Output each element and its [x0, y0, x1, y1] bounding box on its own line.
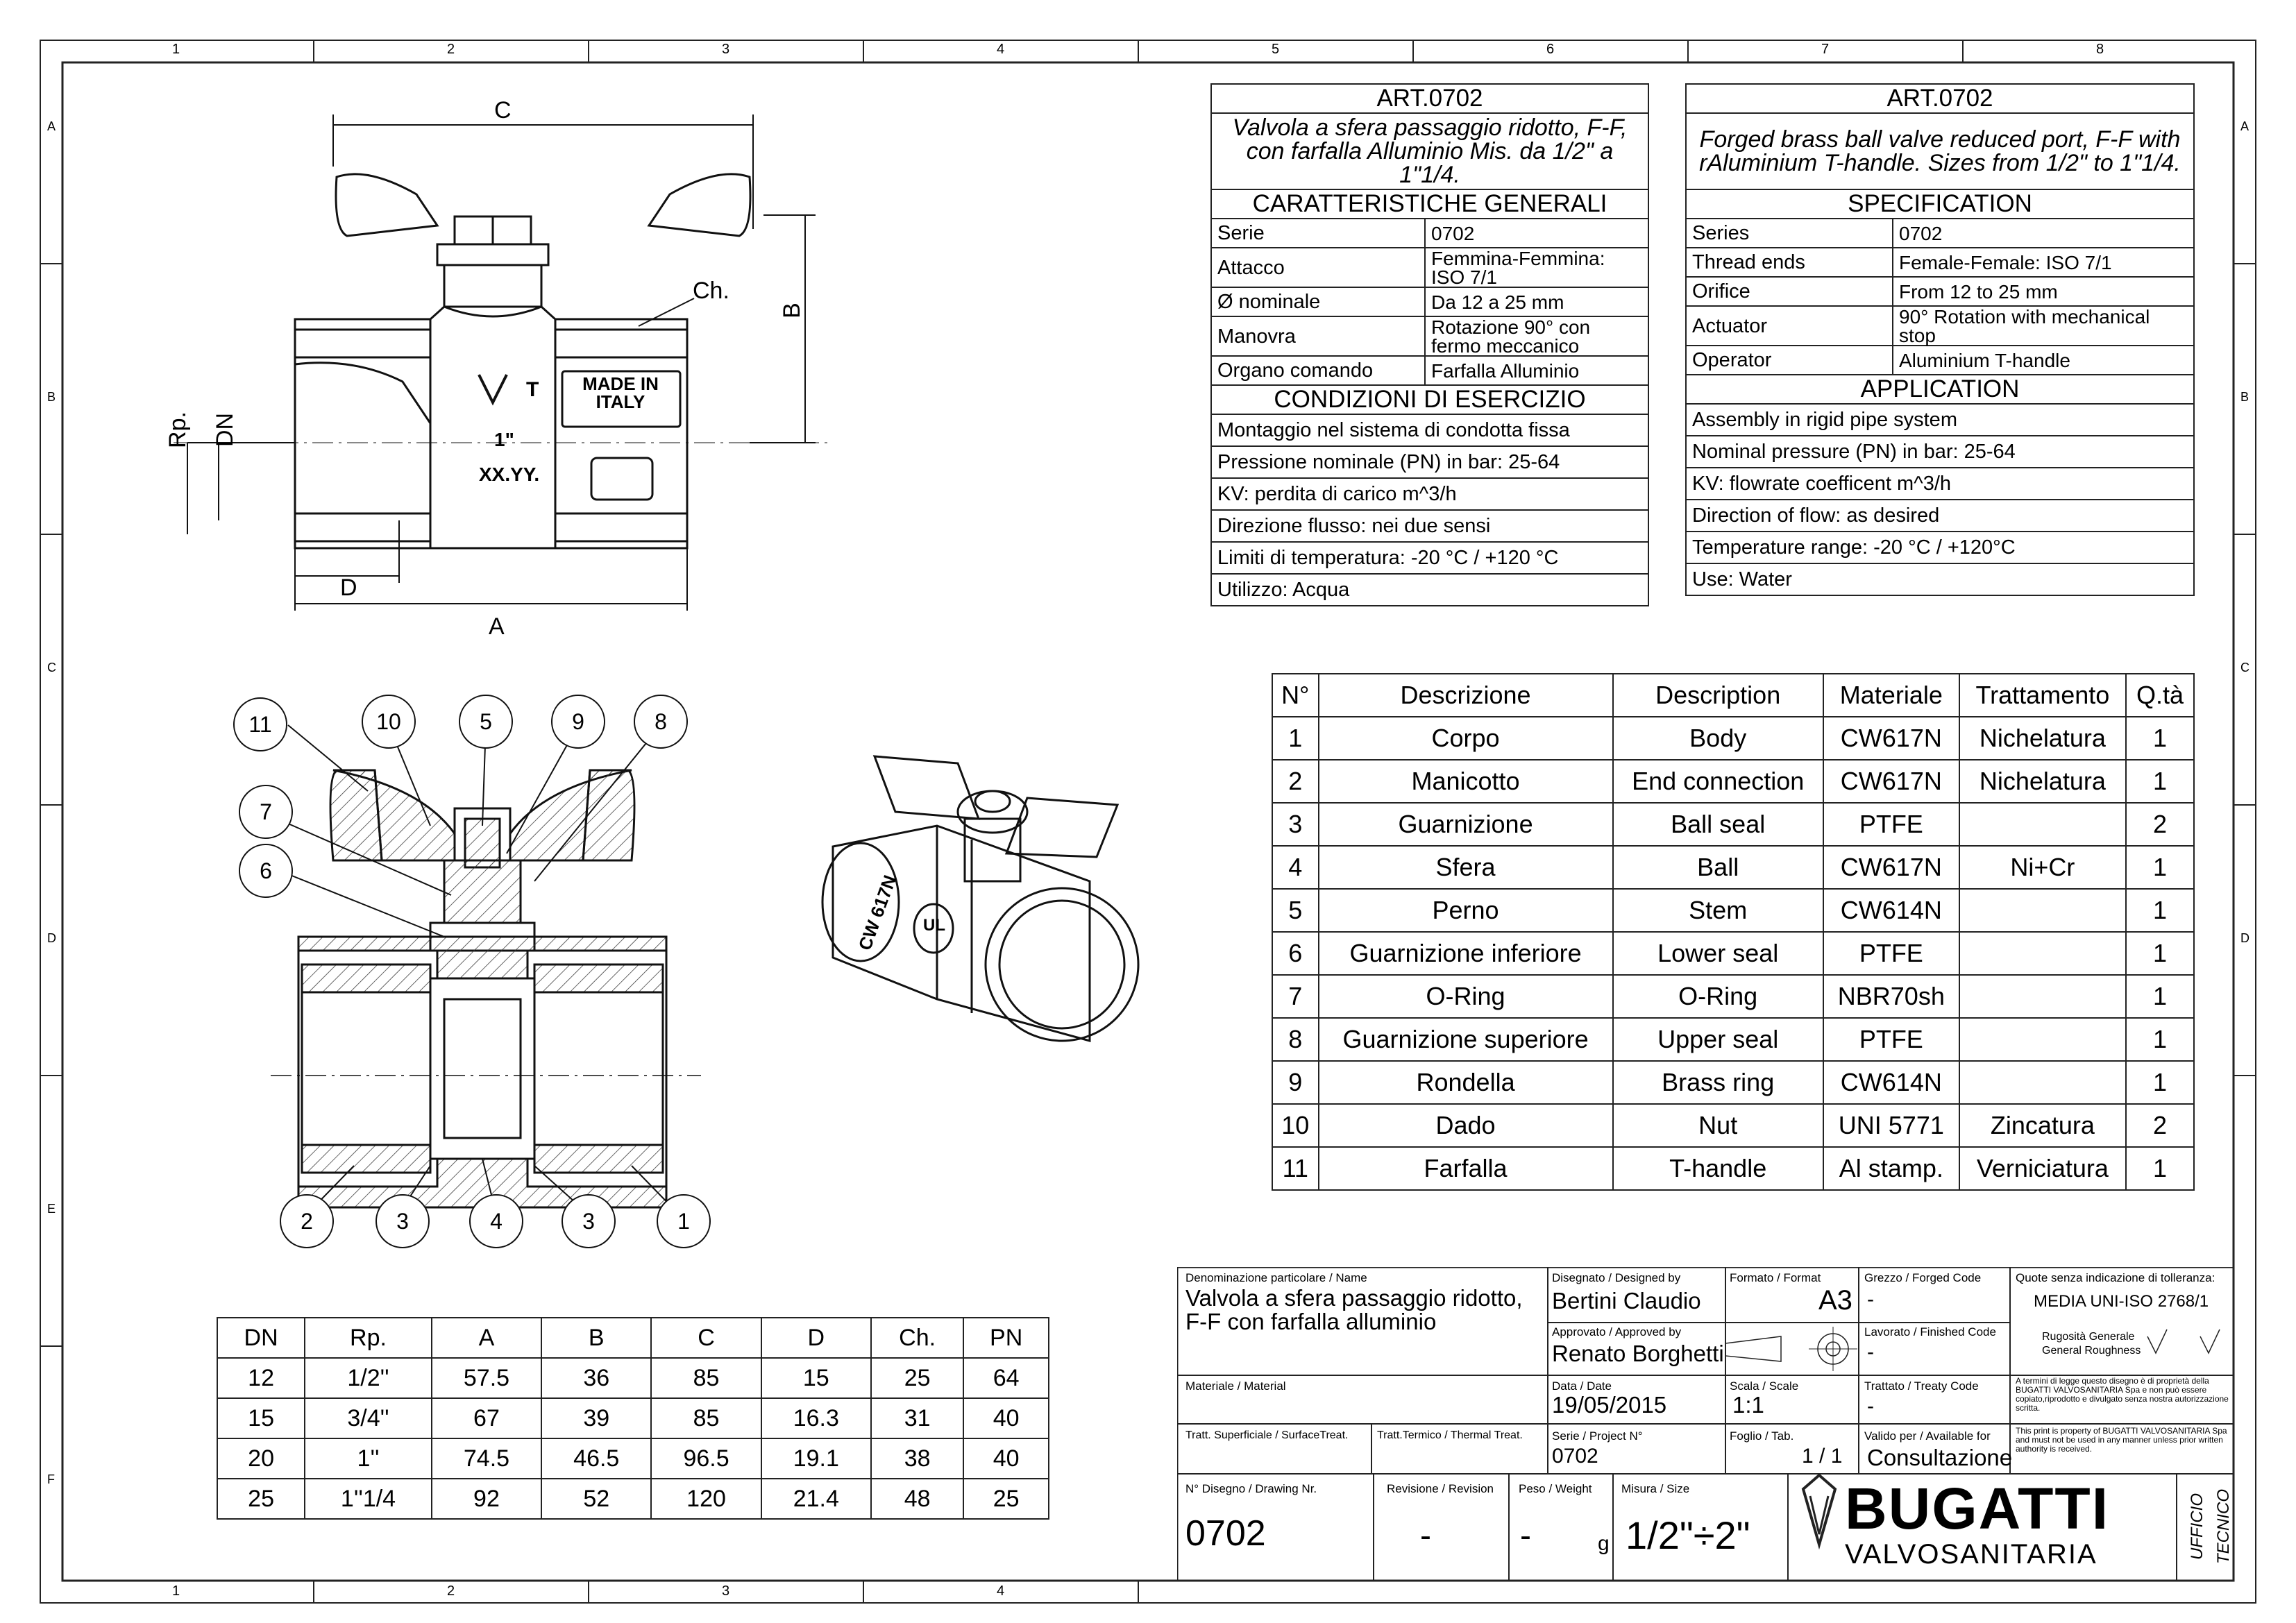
spec-en-key: Operator	[1686, 346, 1893, 375]
spec-en-value: From 12 to 25 mm	[1893, 277, 2194, 306]
bom-cell: 1	[2126, 846, 2194, 889]
bom-cell: 7	[1272, 975, 1319, 1018]
dim-ch-label: Ch.	[693, 278, 729, 304]
zone-side-F: F	[47, 1472, 55, 1486]
spec-en-description: Forged brass ball valve reduced port, F-F with rAluminium T-handle. Sizes from 1/2" to 1"1/4.	[1686, 113, 2194, 189]
dims-cell: 25	[871, 1358, 963, 1398]
bom-cell: 1	[2126, 975, 2194, 1018]
dims-header: Ch.	[871, 1318, 963, 1358]
bom-cell: Lower seal	[1613, 932, 1823, 975]
dims-cell: 92	[432, 1479, 541, 1519]
spec-table-en	[1685, 83, 2195, 596]
dims-cell: 25	[963, 1479, 1049, 1519]
zone-top-1: 1	[172, 42, 180, 57]
bom-cell: 8	[1272, 1018, 1319, 1061]
dims-cell: 39	[541, 1398, 651, 1438]
bom-cell: O-Ring	[1319, 975, 1613, 1018]
spec-en-condition: Direction of flow: as desired	[1686, 500, 2194, 532]
zone-top-5: 5	[1272, 42, 1280, 57]
callout-1: 1	[677, 1209, 690, 1234]
valve-elevation-view	[139, 90, 847, 659]
tb-revision-value: -	[1420, 1518, 1431, 1554]
tb-weight-value: -	[1520, 1518, 1531, 1554]
bom-cell: 1	[2126, 760, 2194, 803]
zone-top-7: 7	[1821, 42, 1830, 57]
dims-cell: 67	[432, 1398, 541, 1438]
tb-thermal-label: Tratt.Termico / Thermal Treat.	[1377, 1429, 1523, 1441]
callout-6: 6	[260, 858, 272, 883]
table-row	[1272, 760, 2194, 803]
tb-designed-value: Bertini Claudio	[1552, 1288, 1701, 1314]
dims-cell: 31	[871, 1398, 963, 1438]
bom-cell: 3	[1272, 803, 1319, 846]
tb-legal-it: A termini di legge questo disegno è di proprietà della BUGATTI VALVOSANITARIA Spa e non può essere copiato,riprodotto e divulgato senza nostra autorizzazione scritta.	[2016, 1376, 2229, 1413]
tb-legal-en: This print is property of BUGATTI VALVOSANITARIA Spa and must not be used in any manner unless prior written authority is received.	[2016, 1426, 2227, 1454]
bom-cell: Dado	[1319, 1104, 1613, 1147]
bom-cell: 2	[2126, 803, 2194, 846]
dims-cell: 15	[217, 1398, 305, 1438]
tb-tolerance-label: Quote senza indicazione di tolleranza:	[2016, 1271, 2215, 1284]
spec-it-section1: CARATTERISTICHE GENERALI	[1211, 189, 1648, 219]
marking-t: T	[526, 378, 539, 401]
spec-it-section2: CONDIZIONI DI ESERCIZIO	[1211, 385, 1648, 414]
dims-cell: 38	[871, 1438, 963, 1479]
bom-cell: O-Ring	[1613, 975, 1823, 1018]
spec-en-value: Female-Female: ISO 7/1	[1893, 248, 2194, 277]
spec-en-condition: KV: flowrate coefficent m^3/h	[1686, 468, 2194, 500]
callout-4: 4	[490, 1209, 503, 1234]
zone-bottom-1: 1	[172, 1583, 180, 1599]
iso-ul-mark: UL	[923, 916, 945, 935]
dims-cell: 25	[217, 1479, 305, 1519]
spec-en-art: ART.0702	[1686, 84, 2194, 113]
bom-cell: 10	[1272, 1104, 1319, 1147]
bom-header: Description	[1613, 674, 1823, 717]
bom-cell: 6	[1272, 932, 1319, 975]
bom-cell: Upper seal	[1613, 1018, 1823, 1061]
bom-cell: CW617N	[1823, 760, 1959, 803]
tb-treaty-label: Trattato / Treaty Code	[1864, 1379, 1979, 1393]
dims-cell: 36	[541, 1358, 651, 1398]
bom-cell: 1	[2126, 1018, 2194, 1061]
bom-cell: Body	[1613, 717, 1823, 760]
marking-date: XX.YY.	[479, 464, 540, 485]
spec-en-key: Orifice	[1686, 277, 1893, 306]
spec-en-key: Thread ends	[1686, 248, 1893, 277]
bom-cell: End connection	[1613, 760, 1823, 803]
dims-cell: 48	[871, 1479, 963, 1519]
bom-cell: Guarnizione superiore	[1319, 1018, 1613, 1061]
bom-cell: Stem	[1613, 889, 1823, 932]
dims-cell: 1''	[305, 1438, 432, 1479]
bom-cell: Sfera	[1319, 846, 1613, 889]
dims-cell: 1/2''	[305, 1358, 432, 1398]
tb-drawing-value: 0702	[1185, 1513, 1266, 1554]
zone-side-B: B	[47, 390, 56, 404]
bom-cell: 2	[1272, 760, 1319, 803]
bom-cell: Perno	[1319, 889, 1613, 932]
zone-bottom-2: 2	[447, 1583, 455, 1599]
spec-table-it	[1210, 83, 1649, 606]
spec-it-condition: Direzione flusso: nei due sensi	[1211, 510, 1648, 542]
dims-header: D	[761, 1318, 871, 1358]
bom-cell: Guarnizione	[1319, 803, 1613, 846]
tb-weight-label: Peso / Weight	[1519, 1482, 1592, 1495]
spec-en-value: 90° Rotation with mechanical stop	[1893, 306, 2194, 346]
dims-cell: 20	[217, 1438, 305, 1479]
spec-it-value: Da 12 a 25 mm	[1425, 287, 1648, 316]
bom-header: Descrizione	[1319, 674, 1613, 717]
bom-cell	[1959, 932, 2126, 975]
spec-it-condition: Pressione nominale (PN) in bar: 25-64	[1211, 446, 1648, 478]
bom-header: Q.tà	[2126, 674, 2194, 717]
tb-designed-label: Disegnato / Designed by	[1552, 1271, 1681, 1284]
spec-en-value: 0702	[1893, 219, 2194, 248]
bugatti-logo-text: BUGATTI	[1845, 1476, 2110, 1541]
zone-side-C-right: C	[2240, 661, 2249, 674]
tb-material-label: Materiale / Material	[1185, 1379, 1286, 1393]
dims-header: PN	[963, 1318, 1049, 1358]
bom-cell: Manicotto	[1319, 760, 1613, 803]
spec-it-condition: Utilizzo: Acqua	[1211, 574, 1648, 606]
bom-cell: Ball seal	[1613, 803, 1823, 846]
bom-cell: Farfalla	[1319, 1147, 1613, 1190]
dims-cell: 74.5	[432, 1438, 541, 1479]
table-row	[1272, 932, 2194, 975]
bom-cell: Zincatura	[1959, 1104, 2126, 1147]
bom-cell: Ni+Cr	[1959, 846, 2126, 889]
dims-cell: 64	[963, 1358, 1049, 1398]
dims-cell: 21.4	[761, 1479, 871, 1519]
bom-cell: 2	[2126, 1104, 2194, 1147]
bom-cell: 1	[2126, 717, 2194, 760]
dims-cell: 15	[761, 1358, 871, 1398]
dims-cell: 40	[963, 1398, 1049, 1438]
spec-it-value: 0702	[1425, 219, 1648, 248]
bom-cell	[1959, 889, 2126, 932]
tb-name-label: Denominazione particolare / Name	[1185, 1271, 1367, 1284]
iso-cw-mark: CW 617N	[854, 872, 901, 953]
table-row	[217, 1438, 1049, 1479]
dims-cell: 1''1/4	[305, 1479, 432, 1519]
tb-treaty-value: -	[1867, 1395, 1874, 1418]
dims-cell: 85	[651, 1398, 761, 1438]
tb-project-value: 0702	[1552, 1445, 1598, 1468]
bom-cell: 11	[1272, 1147, 1319, 1190]
spec-it-art: ART.0702	[1211, 84, 1648, 113]
bugatti-logo-subtext: VALVOSANITARIA	[1845, 1539, 2097, 1570]
spec-en-condition: Assembly in rigid pipe system	[1686, 404, 2194, 436]
bom-cell: UNI 5771	[1823, 1104, 1959, 1147]
ufficio-label: UFFICIO	[2188, 1493, 2206, 1560]
bom-header-row	[1272, 674, 2194, 717]
tb-approved-label: Approvato / Approved by	[1552, 1325, 1682, 1339]
bom-cell: Nichelatura	[1959, 717, 2126, 760]
zone-side-C: C	[47, 661, 56, 674]
zone-side-A: A	[47, 119, 56, 133]
table-row	[1272, 803, 2194, 846]
dims-cell: 19.1	[761, 1438, 871, 1479]
spec-it-key: Ø nominale	[1211, 287, 1425, 316]
table-row	[1272, 889, 2194, 932]
tb-roughness-label-en: General Roughness	[2042, 1345, 2141, 1357]
spec-it-value: Femmina-Femmina: ISO 7/1	[1425, 248, 1648, 287]
table-row	[1272, 1147, 2194, 1190]
tb-size-value: 1/2"÷2"	[1626, 1513, 1750, 1557]
marking-size: 1"	[494, 429, 514, 450]
tb-drawing-label: N° Disegno / Drawing Nr.	[1185, 1482, 1317, 1495]
tb-finished-value: -	[1867, 1341, 1874, 1363]
dims-cell: 120	[651, 1479, 761, 1519]
zone-top-4: 4	[997, 42, 1005, 57]
table-row	[1272, 846, 2194, 889]
bom-cell	[1959, 1061, 2126, 1104]
spec-it-condition: Montaggio nel sistema di condotta fissa	[1211, 414, 1648, 446]
callout-3a: 3	[396, 1209, 409, 1234]
dims-header: A	[432, 1318, 541, 1358]
spec-en-condition: Nominal pressure (PN) in bar: 25-64	[1686, 436, 2194, 468]
tecnico-label: TECNICO	[2214, 1489, 2233, 1564]
tb-approved-value: Renato Borghetti	[1552, 1341, 1724, 1366]
zone-top-2: 2	[447, 42, 455, 57]
dim-rp-label: Rp.	[164, 411, 191, 448]
bom-cell: PTFE	[1823, 803, 1959, 846]
bom-cell: Nut	[1613, 1104, 1823, 1147]
bom-cell: PTFE	[1823, 1018, 1959, 1061]
tb-format-label: Formato / Format	[1730, 1271, 1821, 1284]
spec-it-value: Rotazione 90° con fermo meccanico	[1425, 316, 1648, 356]
zone-side-D: D	[47, 931, 56, 945]
table-row	[1272, 1018, 2194, 1061]
zone-bottom-3: 3	[722, 1583, 730, 1599]
bom-header: Materiale	[1823, 674, 1959, 717]
bom-cell: Rondella	[1319, 1061, 1613, 1104]
bom-cell: 1	[2126, 1061, 2194, 1104]
bom-cell: 1	[2126, 932, 2194, 975]
tb-weight-unit: g	[1598, 1532, 1610, 1555]
spec-en-key: Series	[1686, 219, 1893, 248]
spec-it-condition: KV: perdita di carico m^3/h	[1211, 478, 1648, 510]
zone-side-B-right: B	[2240, 390, 2249, 404]
bom-cell: Al stamp.	[1823, 1147, 1959, 1190]
zone-bottom-4: 4	[997, 1583, 1005, 1599]
dims-header: Rp.	[305, 1318, 432, 1358]
tb-forged-value: -	[1867, 1288, 1874, 1311]
dims-header: C	[651, 1318, 761, 1358]
zone-top-6: 6	[1546, 42, 1555, 57]
tb-sheet-label: Foglio / Tab.	[1730, 1429, 1794, 1443]
callout-7: 7	[260, 799, 272, 824]
spec-en-section1: SPECIFICATION	[1686, 189, 2194, 219]
bom-cell: CW617N	[1823, 717, 1959, 760]
bom-cell: 1	[2126, 889, 2194, 932]
dim-c-label: C	[494, 97, 512, 124]
tb-forged-label: Grezzo / Forged Code	[1864, 1271, 1982, 1284]
dims-cell: 12	[217, 1358, 305, 1398]
tb-revision-label: Revisione / Revision	[1387, 1482, 1494, 1495]
table-row	[1272, 1104, 2194, 1147]
spec-it-key: Manovra	[1211, 316, 1425, 356]
callout-8: 8	[655, 709, 667, 734]
bom-cell: CW614N	[1823, 1061, 1959, 1104]
bom-cell: Brass ring	[1613, 1061, 1823, 1104]
callout-3b: 3	[582, 1209, 595, 1234]
tb-finished-label: Lavorato / Finished Code	[1864, 1325, 1996, 1339]
spec-it-key: Serie	[1211, 219, 1425, 248]
callout-5: 5	[480, 709, 492, 734]
bom-cell: Ball	[1613, 846, 1823, 889]
bom-cell: Nichelatura	[1959, 760, 2126, 803]
bom-cell: 1	[2126, 1147, 2194, 1190]
callout-11: 11	[248, 712, 272, 737]
spec-en-value: Aluminium T-handle	[1893, 346, 2194, 375]
tb-sheet-value: 1 / 1	[1802, 1445, 1843, 1468]
tb-roughness-label: Rugosità Generale	[2042, 1331, 2135, 1343]
dims-cell: 96.5	[651, 1438, 761, 1479]
spec-en-condition: Temperature range: -20 °C / +120°C	[1686, 532, 2194, 563]
dims-cell: 85	[651, 1358, 761, 1398]
tb-format-value: A3	[1818, 1285, 1852, 1316]
bom-cell: 5	[1272, 889, 1319, 932]
spec-it-value: Farfalla Alluminio	[1425, 356, 1648, 385]
tb-name-value: Valvola a sfera passaggio ridotto, F-F con farfalla alluminio	[1185, 1285, 1523, 1334]
bom-cell: Verniciatura	[1959, 1147, 2126, 1190]
spec-en-section2: APPLICATION	[1686, 375, 2194, 404]
dims-header-row	[217, 1318, 1049, 1358]
zone-side-A-right: A	[2240, 119, 2249, 133]
table-row	[1272, 975, 2194, 1018]
table-row	[217, 1479, 1049, 1519]
table-row	[1272, 717, 2194, 760]
spec-it-condition: Limiti di temperatura: -20 °C / +120 °C	[1211, 542, 1648, 574]
dims-header: DN	[217, 1318, 305, 1358]
dim-dn-label: DN	[212, 412, 239, 448]
valve-section-view	[215, 687, 757, 1256]
dimensions-table	[217, 1317, 1049, 1520]
dims-cell: 3/4''	[305, 1398, 432, 1438]
table-row	[217, 1398, 1049, 1438]
tb-scale-value: 1:1	[1732, 1392, 1764, 1418]
tb-size-label: Misura / Size	[1621, 1482, 1690, 1495]
tb-scale-label: Scala / Scale	[1730, 1379, 1799, 1393]
zone-side-E: E	[47, 1202, 56, 1216]
dims-header: B	[541, 1318, 651, 1358]
bom-cell: NBR70sh	[1823, 975, 1959, 1018]
dim-b-label: B	[778, 303, 805, 318]
tb-valid-value: Consultazione	[1867, 1445, 2013, 1470]
callout-10: 10	[376, 709, 401, 734]
dim-d-label: D	[340, 575, 357, 601]
spec-it-key: Attacco	[1211, 248, 1425, 287]
table-row	[217, 1358, 1049, 1398]
bom-cell	[1959, 803, 2126, 846]
tb-valid-label: Valido per / Available for	[1864, 1429, 1991, 1443]
spec-en-key: Actuator	[1686, 306, 1893, 346]
tb-surface-label: Tratt. Superficiale / SurfaceTreat.	[1185, 1429, 1349, 1441]
bom-cell: PTFE	[1823, 932, 1959, 975]
table-row	[1272, 1061, 2194, 1104]
bom-cell: Corpo	[1319, 717, 1613, 760]
zone-top-8: 8	[2096, 42, 2104, 57]
bom-cell: CW614N	[1823, 889, 1959, 932]
zone-top-3: 3	[722, 42, 730, 57]
callout-9: 9	[572, 709, 584, 734]
dims-cell: 40	[963, 1438, 1049, 1479]
bom-cell: 1	[1272, 717, 1319, 760]
tb-date-value: 19/05/2015	[1552, 1392, 1667, 1418]
dims-cell: 46.5	[541, 1438, 651, 1479]
bom-cell	[1959, 975, 2126, 1018]
callout-2: 2	[301, 1209, 313, 1234]
bom-cell: 4	[1272, 846, 1319, 889]
spec-it-description: Valvola a sfera passaggio ridotto, F-F, con farfalla Alluminio Mis. da 1/2" a 1"1/4.	[1211, 113, 1648, 189]
bom-cell: 9	[1272, 1061, 1319, 1104]
bom-cell	[1959, 1018, 2126, 1061]
dims-cell: 57.5	[432, 1358, 541, 1398]
spec-it-key: Organo comando	[1211, 356, 1425, 385]
tb-date-label: Data / Date	[1552, 1379, 1612, 1393]
tb-project-label: Serie / Project N°	[1552, 1429, 1643, 1443]
dims-cell: 16.3	[761, 1398, 871, 1438]
bom-cell: T-handle	[1613, 1147, 1823, 1190]
made-in-italy-mark: MADE IN ITALY	[582, 373, 659, 412]
bom-cell: Guarnizione inferiore	[1319, 932, 1613, 975]
dim-a-label: A	[489, 613, 505, 640]
bill-of-materials	[1272, 673, 2195, 1191]
bom-header: N°	[1272, 674, 1319, 717]
zone-side-D-right: D	[2240, 931, 2249, 945]
tb-tolerance-value: MEDIA UNI-ISO 2768/1	[2034, 1292, 2209, 1311]
bom-header: Trattamento	[1959, 674, 2126, 717]
spec-en-condition: Use: Water	[1686, 563, 2194, 595]
valve-isometric-view	[798, 736, 1201, 1124]
dims-cell: 52	[541, 1479, 651, 1519]
bom-cell: CW617N	[1823, 846, 1959, 889]
